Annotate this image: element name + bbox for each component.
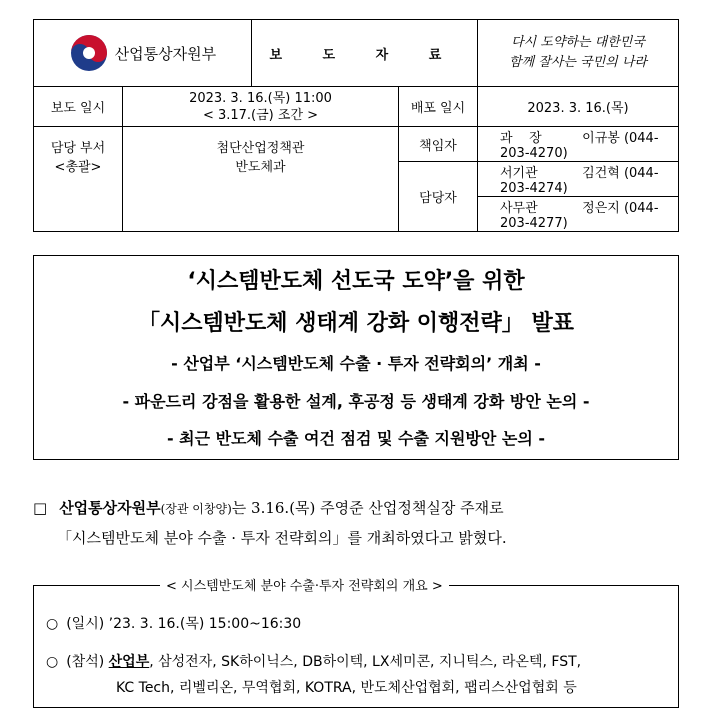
attendees-list-1: , 삼성전자, SK하이닉스, DB하이텍, LX세미콘, 지니틱스, 라온텍, FST, — [149, 654, 582, 670]
release-value — [123, 87, 399, 127]
dept-label-1: 담당 부서 — [50, 141, 106, 156]
release-date: 2023. 3. 16.(목) 11:00 — [189, 90, 332, 106]
headline-line-1: ‘시스템반도체 선도국 도약’을 위한 — [187, 269, 525, 294]
body-line-2: 「시스템반도체 분야 수출 · 투자 전략회의」를 개최하였다고 밝혔다. — [57, 529, 507, 547]
circle-bullet-icon: ○ — [46, 616, 59, 632]
subheadline-1: - 산업부 ‘시스템반도체 수출 · 투자 전략회의’ 개최 - — [171, 354, 541, 373]
ministry-logo-cell — [34, 20, 252, 87]
resp-label: 책임자 — [399, 127, 478, 162]
overview-date-row — [46, 613, 301, 633]
taegeuk-logo-icon — [69, 33, 109, 73]
contact-row — [478, 127, 679, 162]
contact-name: 정은지 (044-203-4277) — [500, 201, 659, 231]
overview-box — [33, 585, 679, 708]
circle-bullet-icon: ○ — [46, 654, 59, 670]
contact-row — [478, 162, 679, 197]
overview-date: (일시) ’23. 3. 16.(목) 15:00~16:30 — [66, 616, 302, 632]
contact-role: 서기관 — [500, 166, 538, 181]
slogan-line-1: 다시 도약하는 대한민국 — [511, 35, 645, 50]
overview-attendees-row — [46, 649, 671, 701]
subheadline-2: - 파운드리 강점을 활용한 설계, 후공정 등 생태계 강화 방안 논의 - — [122, 392, 590, 411]
release-embargo: < 3.17.(금) 조간 > — [202, 107, 319, 123]
headline-line-2: 「시스템반도체 생태계 강화 이행전략」 발표 — [138, 311, 574, 336]
subheadline-3: - 최근 반도체 수출 여건 점검 및 수출 지원방안 논의 - — [166, 429, 546, 448]
contact-row — [478, 197, 679, 232]
attendees-label: (참석) — [66, 654, 105, 670]
slogan-line-2: 함께 잘사는 국민의 나라 — [509, 55, 647, 70]
dept-label-2: <총괄> — [54, 160, 102, 175]
overview-legend: < 시스템반도체 분야 수출·투자 전략회의 개요 > — [160, 575, 449, 594]
contact-label: 담당자 — [399, 162, 478, 232]
release-label: 보도 일시 — [34, 87, 123, 127]
contact-role: 과 장 — [500, 131, 542, 146]
dept-label — [34, 127, 123, 232]
dist-label: 배포 일시 — [399, 87, 478, 127]
attendees-line-1 — [46, 649, 671, 675]
slogan-cell — [478, 20, 679, 87]
header-table — [33, 19, 679, 232]
attendees-lead: 산업부 — [108, 654, 150, 670]
minister-note: (장관 이창양) — [160, 502, 232, 516]
contact-role: 사무관 — [500, 201, 538, 216]
body-line-1-rest: 는 3.16.(목) 주영준 산업정책실장 주재로 — [231, 499, 504, 517]
headline-box — [33, 255, 679, 460]
body-paragraph — [33, 494, 679, 553]
dist-value: 2023. 3. 16.(목) — [478, 87, 679, 127]
dept-value-1: 첨단산업정책관 — [216, 141, 305, 156]
square-bullet-icon: □ — [33, 499, 48, 517]
ministry-subject: 산업통상자원부 — [59, 499, 161, 517]
attendees-line-2: KC Tech, 리벨리온, 무역협회, KOTRA, 반도체산업협회, 팹리스산업협회 등 — [116, 680, 577, 696]
dept-value-2: 반도체과 — [235, 160, 286, 175]
contact-name: 이규봉 (044-203-4270) — [500, 131, 659, 161]
doc-title: 보 도 자 료 — [251, 20, 477, 87]
dept-value — [123, 127, 399, 232]
body-line-1 — [33, 494, 679, 524]
contact-name: 김건혁 (044-203-4274) — [500, 166, 659, 196]
ministry-name: 산업통상자원부 — [114, 44, 217, 63]
